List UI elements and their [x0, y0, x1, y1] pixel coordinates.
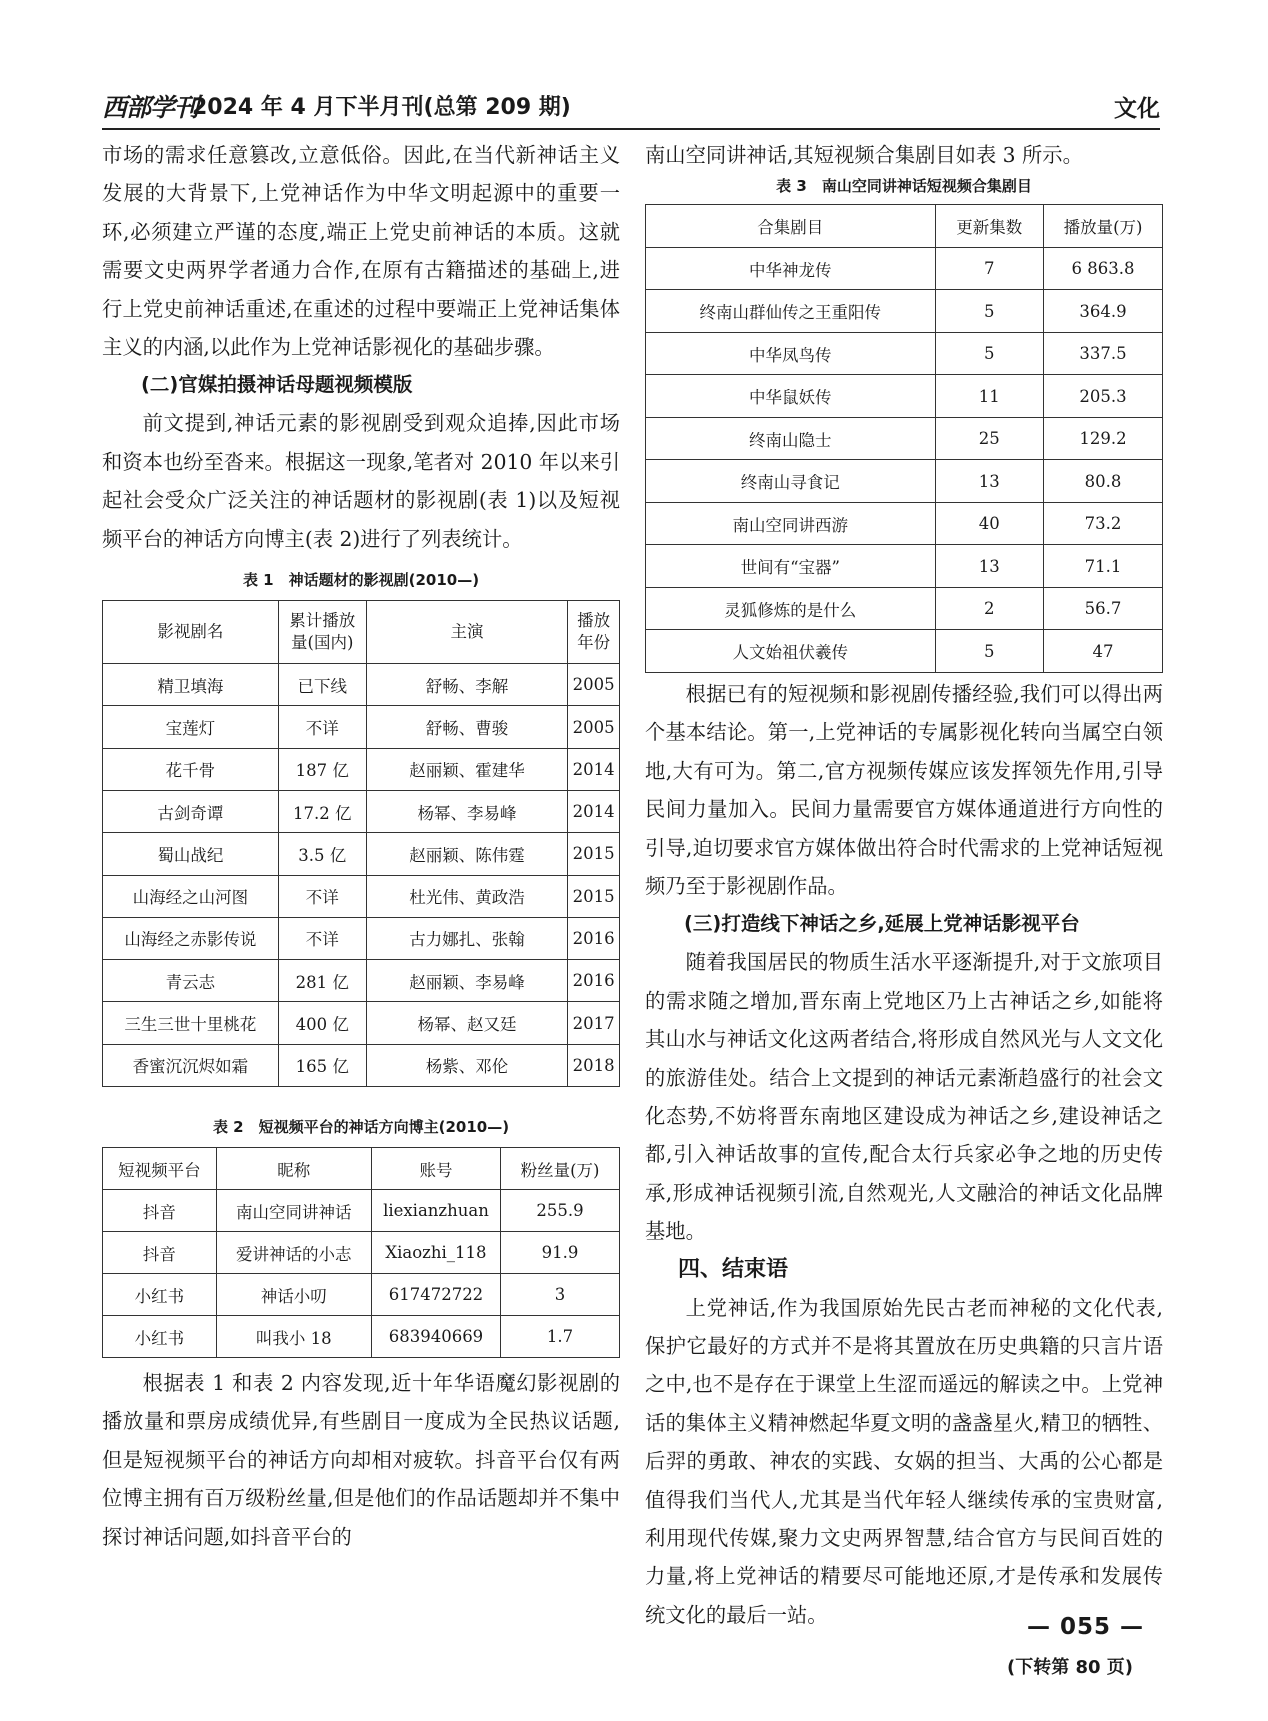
left-column: [102, 136, 620, 1556]
section-heading: 四、结束语: [678, 1256, 789, 1282]
table-header-cell: 合集剧目: [646, 205, 936, 248]
table-cell: 205.3: [1044, 375, 1163, 418]
table-cell: 中华凤鸟传: [646, 332, 936, 375]
table-cell: 山海经之赤影传说: [103, 917, 279, 959]
paragraph: 根据已有的短视频和影视剧传播经验,我们可以得出两个基本结论。第一,上党神话的专属影视化转向当属空白领地,大有可为。第二,官方视频传媒应该发挥领先作用,引导民间力量加入。民间力量需要官方媒体通道进行方向性的引导,迫切要求官方媒体做出符合时代需求的上党神话短视频乃至于影视剧作品。: [645, 681, 1163, 898]
table-row: [103, 875, 620, 917]
table-3: [645, 204, 1163, 673]
table-cell: 364.9: [1044, 290, 1163, 333]
table-row: [103, 706, 620, 748]
table-header-row: [103, 1148, 620, 1190]
section-name: 文化: [1114, 96, 1160, 122]
table-1: [102, 600, 620, 1087]
table-cell: 1.7: [501, 1316, 620, 1358]
table-cell: 3.5 亿: [278, 833, 366, 875]
table-cell: 13: [935, 460, 1044, 503]
table-caption: 表 1 神话题材的影视剧(2010—): [242, 571, 480, 590]
table-cell: 5: [935, 332, 1044, 375]
table-row: [646, 587, 1163, 630]
table-header-cell: 影视剧名: [103, 601, 279, 664]
table-cell: 40: [935, 502, 1044, 545]
table-cell: 三生三世十里桃花: [103, 1002, 279, 1044]
table-cell: 2: [935, 587, 1044, 630]
table-cell: 终南山群仙传之王重阳传: [646, 290, 936, 333]
table-cell: 赵丽颖、霍建华: [366, 748, 568, 790]
table-cell: 杨幂、赵又廷: [366, 1002, 568, 1044]
table-row: [646, 417, 1163, 460]
subsection-heading: (二)官媒拍摄神话母题视频模版: [141, 373, 413, 397]
table-cell: 2015: [568, 875, 620, 917]
table-cell: 精卫填海: [103, 664, 279, 706]
table-cell: 6 863.8: [1044, 247, 1163, 290]
table-cell: 已下线: [278, 664, 366, 706]
paragraph: 根据表 1 和表 2 内容发现,近十年华语魔幻影视剧的播放量和票房成绩优异,有些剧目一度成为全民热议话题,但是短视频平台的神话方向却相对疲软。抖音平台仅有两位博主拥有百万级粉丝量,但是他们的作品话题却并不集中探讨神话问题,如抖音平台的: [102, 1371, 620, 1549]
table-cell: 香蜜沉沉烬如霜: [103, 1044, 279, 1086]
table-cell: 人文始祖伏羲传: [646, 630, 936, 673]
table-row: [646, 630, 1163, 673]
table-cell: 灵狐修炼的是什么: [646, 587, 936, 630]
table-header-cell: 播放年份: [568, 601, 620, 664]
table-row: [103, 1316, 620, 1358]
table-row: [103, 1044, 620, 1086]
table-cell: 舒畅、李解: [366, 664, 568, 706]
table-row: [646, 545, 1163, 588]
table-row: [646, 332, 1163, 375]
table-row: [646, 247, 1163, 290]
page-number: — 055 —: [1027, 1614, 1145, 1640]
table-cell: 71.1: [1044, 545, 1163, 588]
table-cell: 青云志: [103, 960, 279, 1002]
table-cell: 爱讲神话的小志: [216, 1232, 371, 1274]
table-header-cell: 昵称: [216, 1148, 371, 1190]
table-cell: 小红书: [103, 1274, 217, 1316]
table-cell: 终南山隐士: [646, 417, 936, 460]
table-cell: 255.9: [501, 1190, 620, 1232]
table-cell: 抖音: [103, 1190, 217, 1232]
paragraph: 随着我国居民的物质生活水平逐渐提升,对于文旅项目的需求随之增加,晋东南上党地区乃上古神话之乡,如能将其山水与神话文化这两者结合,将形成自然风光与人文文化的旅游佳处。结合上文提到的神话元素渐趋盛行的社会文化态势,不妨将晋东南地区建设成为神话之乡,建设神话之都,引入神话故事的宣传,配合太行兵家必争之地的历史传承,形成神话视频引流,自然观光,人文融洽的神话文化品牌基地。: [645, 950, 1163, 1244]
table-2: [102, 1147, 620, 1358]
page-header: [102, 88, 1160, 124]
table-caption: 表 2 短视频平台的神话方向博主(2010—): [212, 1118, 510, 1137]
paragraph: 市场的需求任意篡改,立意低俗。因此,在当代新神话主义发展的大背景下,上党神话作为中华文明起源中的重要一环,必须建立严谨的态度,端正上党史前神话的本质。这就需要文史两界学者通力合作,在原有古籍描述的基础上,进行上党史前神话重述,在重述的过程中要端正上党神话集体主义的内涵,以此作为上党神话影视化的基础步骤。: [102, 143, 620, 360]
table-cell: 5: [935, 630, 1044, 673]
table-cell: 蜀山战纪: [103, 833, 279, 875]
table-cell: 2015: [568, 833, 620, 875]
table-cell: 17.2 亿: [278, 790, 366, 832]
table-caption: 表 3 南山空同讲神话短视频合集剧目: [776, 177, 1032, 196]
table-cell: 世间有“宝器”: [646, 545, 936, 588]
table-cell: 不详: [278, 875, 366, 917]
subsection-heading: (三)打造线下神话之乡,延展上党神话影视平台: [684, 912, 1080, 936]
table-row: [103, 917, 620, 959]
table-cell: 杨紫、邓伦: [366, 1044, 568, 1086]
table-cell: 165 亿: [278, 1044, 366, 1086]
table-row: [646, 502, 1163, 545]
table-cell: 2016: [568, 960, 620, 1002]
table-header-cell: 播放量(万): [1044, 205, 1163, 248]
table-cell: 91.9: [501, 1232, 620, 1274]
table-cell: 2014: [568, 790, 620, 832]
table-cell: 终南山寻食记: [646, 460, 936, 503]
table-cell: 129.2: [1044, 417, 1163, 460]
table-cell: 7: [935, 247, 1044, 290]
table-header-row: [103, 601, 620, 664]
issue-info: 2024 年 4 月下半月刊(总第 209 期): [192, 95, 571, 120]
table-cell: 花千骨: [103, 748, 279, 790]
table-cell: 47: [1044, 630, 1163, 673]
table-header-cell: 粉丝量(万): [501, 1148, 620, 1190]
table-cell: 25: [935, 417, 1044, 460]
table-cell: 400 亿: [278, 1002, 366, 1044]
table-row: [646, 375, 1163, 418]
table-cell: 中华鼠妖传: [646, 375, 936, 418]
table-row: [103, 1232, 620, 1274]
table-cell: 宝莲灯: [103, 706, 279, 748]
table-cell: 赵丽颖、李易峰: [366, 960, 568, 1002]
table-cell: 古力娜扎、张翰: [366, 917, 568, 959]
table-cell: 南山空同讲西游: [646, 502, 936, 545]
table-cell: 杜光伟、黄政浩: [366, 875, 568, 917]
table-cell: 80.8: [1044, 460, 1163, 503]
table-cell: 神话小叨: [216, 1274, 371, 1316]
table-cell: 683940669: [371, 1316, 500, 1358]
table-cell: 2014: [568, 748, 620, 790]
table-cell: 小红书: [103, 1316, 217, 1358]
table-row: [103, 833, 620, 875]
paragraph: 前文提到,神话元素的影视剧受到观众追捧,因此市场和资本也纷至沓来。根据这一现象,笔者对 2010 年以来引起社会受众广泛关注的神话题材的影视剧(表 1)以及短视频平台的神话方向博主(表 2)进行了列表统计。: [102, 411, 620, 551]
table-cell: 2018: [568, 1044, 620, 1086]
table-cell: 2005: [568, 706, 620, 748]
table-cell: 杨幂、李易峰: [366, 790, 568, 832]
table-cell: 叫我小 18: [216, 1316, 371, 1358]
table-cell: 187 亿: [278, 748, 366, 790]
table-cell: 56.7: [1044, 587, 1163, 630]
table-cell: 山海经之山河图: [103, 875, 279, 917]
table-header-cell: 账号: [371, 1148, 500, 1190]
table-header-row: [646, 205, 1163, 248]
continued-note: (下转第 80 页): [1007, 1657, 1134, 1678]
table-header-cell: 主演: [366, 601, 568, 664]
table-cell: 不详: [278, 917, 366, 959]
table-header-cell: 累计播放量(国内): [278, 601, 366, 664]
table-cell: 抖音: [103, 1232, 217, 1274]
table-row: [103, 1274, 620, 1316]
table-header-cell: 更新集数: [935, 205, 1044, 248]
table-cell: 不详: [278, 706, 366, 748]
table-row: [103, 790, 620, 832]
table-cell: liexianzhuan: [371, 1190, 500, 1232]
table-cell: 南山空同讲神话: [216, 1190, 371, 1232]
table-row: [103, 960, 620, 1002]
table-row: [103, 1190, 620, 1232]
table-cell: 281 亿: [278, 960, 366, 1002]
table-row: [646, 290, 1163, 333]
journal-logo: 西部学刊: [102, 93, 199, 122]
table-cell: 3: [501, 1274, 620, 1316]
table-row: [103, 664, 620, 706]
right-column: [645, 136, 1163, 1634]
table-cell: 13: [935, 545, 1044, 588]
table-header-cell: 短视频平台: [103, 1148, 217, 1190]
table-row: [646, 460, 1163, 503]
table-row: [103, 748, 620, 790]
table-cell: 5: [935, 290, 1044, 333]
table-cell: 2016: [568, 917, 620, 959]
paragraph: 上党神话,作为我国原始先民古老而神秘的文化代表,保护它最好的方式并不是将其置放在历史典籍的只言片语之中,也不是存在于课堂上生涩而遥远的解读之中。上党神话的集体主义精神燃起华夏文明的盏盏星火,精卫的牺牲、后羿的勇敢、神农的实践、女娲的担当、大禹的公心都是值得我们当代人,尤其是当代年轻人继续传承的宝贵财富,利用现代传媒,聚力文史两界智慧,结合官方与民间百姓的力量,将上党神话的精要尽可能地还原,才是传承和发展传统文化的最后一站。: [645, 1295, 1163, 1627]
table-cell: 2017: [568, 1002, 620, 1044]
table-cell: 337.5: [1044, 332, 1163, 375]
table-cell: 舒畅、曹骏: [366, 706, 568, 748]
table-row: [103, 1002, 620, 1044]
table-cell: 617472722: [371, 1274, 500, 1316]
paragraph: 南山空同讲神话,其短视频合集剧目如表 3 所示。: [645, 143, 1083, 167]
table-cell: 古剑奇谭: [103, 790, 279, 832]
table-cell: 73.2: [1044, 502, 1163, 545]
table-cell: 赵丽颖、陈伟霆: [366, 833, 568, 875]
table-cell: 中华神龙传: [646, 247, 936, 290]
table-cell: 11: [935, 375, 1044, 418]
table-cell: 2005: [568, 664, 620, 706]
table-cell: Xiaozhi_118: [371, 1232, 500, 1274]
header-rule: [102, 128, 1160, 130]
